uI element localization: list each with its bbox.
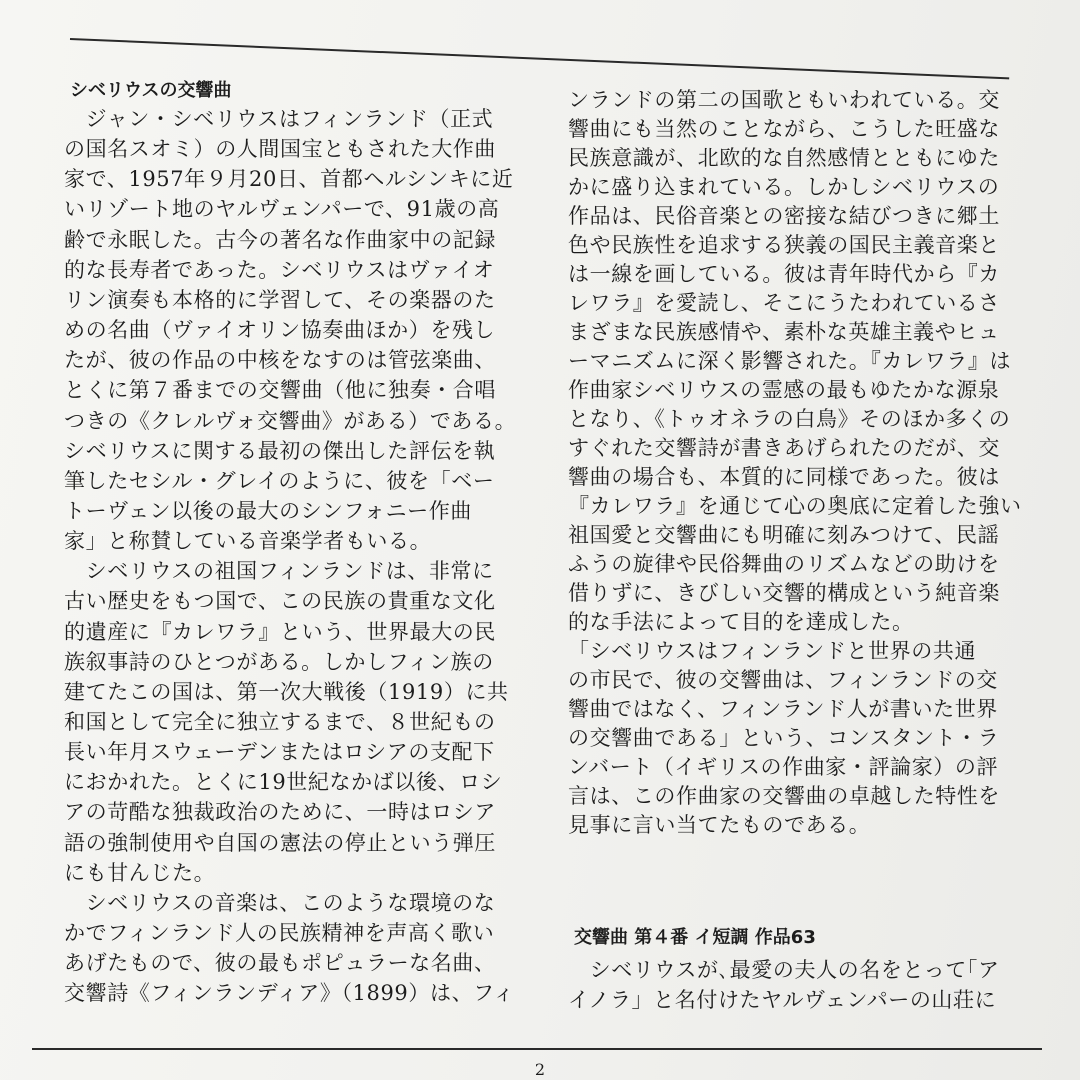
text-line: 見事に言い当てたものである。	[568, 813, 871, 837]
text-line: 筆したセシル・グレイのように、彼を「ベー	[64, 468, 495, 493]
text-line: いリゾート地のヤルヴェンパーで、91歳の高	[64, 197, 500, 222]
text-line: たが、彼の作品の中核をなすのは管弦楽曲、	[64, 348, 496, 373]
section-heading-symphonies: シベリウスの交響曲	[70, 80, 232, 101]
text-line: とくに第７番までの交響曲（他に独奏・合唱	[64, 378, 496, 403]
text-line: の国名スオミ）の人間国宝ともされた大作曲	[64, 137, 496, 162]
text-line: 族叙事詩のひとつがある。しかしフィン族の	[64, 649, 494, 674]
text-line: ーマニズムに深く影響された。『カレワラ』は	[568, 349, 1012, 373]
page-number: 2	[534, 1060, 546, 1079]
text-line: 『カレワラ』を通じて心の奥底に定着した強い	[568, 494, 1022, 518]
text-line: シベリウスに関する最初の傑出した評伝を執	[64, 438, 496, 463]
text-line: かでフィンランド人の民族精神を声高く歌い	[64, 921, 495, 946]
right-column	[568, 0, 1038, 1040]
text-line: 的な長寿者であった。シベリウスはヴァイオ	[64, 257, 495, 282]
section-heading-symphony-4: 交響曲 第４番 イ短調 作品63	[574, 927, 816, 948]
text-line: 言は、この作曲家の交響曲の卓越した特性を	[568, 784, 1000, 808]
text-line: 作曲家シベリウスの霊感の最もゆたかな源泉	[568, 378, 1000, 402]
text-line: 齢で永眠した。古今の著名な作曲家中の記録	[64, 227, 496, 252]
text-line: トーヴェン以後の最大のシンフォニー作曲	[64, 498, 472, 523]
text-line: におかれた。とくに19世紀なかば以後、ロシ	[64, 770, 503, 795]
left-column	[64, 0, 526, 1040]
text-line: かに盛り込まれている。しかしシベリウスの	[568, 175, 1000, 199]
text-line: ジャン・シベリウスはフィンランド（正式	[64, 107, 494, 131]
text-line: 的な手法によって目的を達成した。	[568, 610, 914, 634]
text-line: シベリウスの祖国フィンランドは、非常に	[64, 559, 494, 584]
text-line: 民族意識が、北欧的な自然感情とともにゆた	[568, 146, 1000, 170]
text-line: レワラ』を愛読し、そこにうたわれているさ	[568, 291, 1000, 315]
text-line: リン演奏も本格的に学習して、その楽器のた	[64, 287, 496, 312]
text-line: 長い年月スウェーデンまたはロシアの支配下	[64, 740, 495, 765]
text-line: めの名曲（ヴァイオリン協奏曲ほか）を残し	[64, 318, 496, 343]
text-line: 家で、1957年９月20日、首都ヘルシンキに近	[64, 167, 514, 192]
text-line: すぐれた交響詩が書きあげられたのだが、交	[568, 436, 1000, 460]
text-line: 的遺産に『カレワラ』という、世界最大の民	[64, 619, 496, 644]
text-line: 語の強制使用や自国の憲法の停止という弾圧	[64, 830, 496, 855]
text-line: 和国として完全に独立するまで、８世紀もの	[64, 710, 496, 734]
text-line: 古い歴史をもつ国で、この民族の貴重な文化	[64, 589, 496, 614]
text-line: の交響曲である」という、コンスタント・ラ	[568, 726, 1000, 750]
text-line: 色や民族性を追求する狭義の国民主義音楽と	[568, 233, 1000, 257]
text-line: 祖国愛と交響曲にも明確に刻みつけて、民謡	[568, 523, 1000, 547]
text-line: ふうの旋律や民俗舞曲のリズムなどの助けを	[568, 552, 1000, 576]
text-line: つきの《クレルヴォ交響曲》がある）である。	[64, 408, 517, 433]
text-line: シベリウスの音楽は、このような環境のな	[64, 890, 496, 915]
text-line: 家」と称賛している音楽学者もいる。	[64, 529, 432, 554]
text-line: 響曲ではなく、フィンランド人が書いた世界	[568, 697, 998, 721]
text-line: ンランドの第二の国歌ともいわれている。交	[568, 88, 1000, 112]
text-line: の市民で、彼の交響曲は、フィンランドの交	[568, 668, 998, 692]
text-line: アの苛酷な独裁政治のために、一時はロシア	[64, 800, 496, 825]
text-line: 交響詩《フィンランディア》（1899）は、フィ	[64, 981, 515, 1006]
bottom-rule	[32, 1048, 1042, 1050]
text-line: 作品は、民俗音楽との密接な結びつきに郷土	[568, 204, 1000, 228]
text-line: あげたもので、彼の最もポピュラーな名曲、	[64, 951, 496, 976]
text-line: ンバート（イギリスの作曲家・評論家）の評	[568, 755, 999, 779]
text-line: 響曲の場合も、本質的に同様であった。彼は	[568, 465, 1000, 489]
text-line: は一線を画している。彼は青年時代から『カ	[568, 262, 1000, 286]
text-line: 借りずに、きびしい交響的構成という純音楽	[568, 581, 1000, 605]
text-line: 響曲にも当然のことながら、こうした旺盛な	[568, 117, 1000, 141]
text-line: イノラ」と名付けたヤルヴェンパーの山荘に	[568, 988, 997, 1012]
text-line: 「シベリウスはフィンランドと世界の共通	[568, 639, 977, 663]
text-line: 建てたこの国は、第一次大戦後（1919）に共	[64, 679, 509, 704]
text-line: となり、《トゥオネラの白鳥》そのほか多くの	[568, 407, 1011, 431]
text-line: にも甘んじた。	[64, 860, 216, 885]
text-line: まざまな民族感情や、素朴な英雄主義やヒュ	[568, 320, 1000, 344]
text-line: シベリウスが､最愛の夫人の名をとって｢ア	[568, 958, 1000, 982]
